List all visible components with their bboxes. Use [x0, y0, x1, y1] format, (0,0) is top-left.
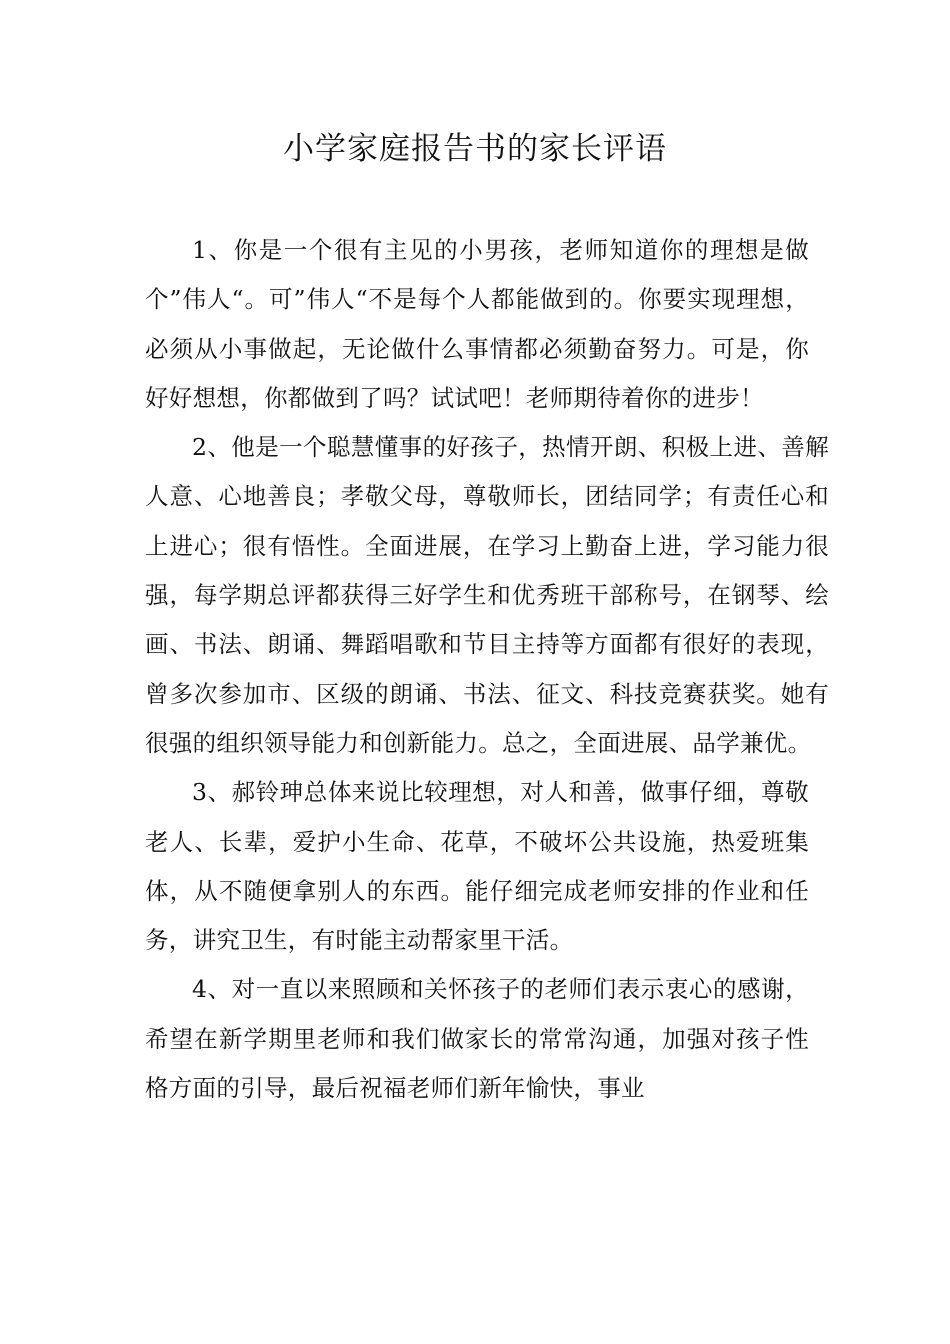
paragraph-3: 3、郝铃珅总体来说比较理想，对人和善，做事仔细，尊敬老人、长辈，爱护小生命、花草，不破坏公共设施，热爱班集体，从不随便拿别人的东西。能仔细完成老师安排的作业和任务，讲究卫生，有时能主动帮家里干活。 [145, 778, 809, 955]
paragraph-1: 1、你是一个很有主见的小男孩，老师知道你的理想是做个”伟人“。可”伟人“不是每个人都能做到的。你要实现理想，必须从小事做起，无论做什么事情都必须勤奋努力。可是，你好好想想，你都做到了吗？试试吧！老师期待着你的进步！ [145, 236, 809, 412]
paragraph-2: 2、他是一个聪慧懂事的好孩子，热情开朗、积极上进、善解人意、心地善良；孝敬父母，尊敬师长，团结同学；有责任心和上进心；很有悟性。全面进展，在学习上勤奋上进，学习能力很强，每学期总评都获得三好学生和优秀班干部称号，在钢琴、绘画、书法、朗诵、舞蹈唱歌和节目主持等方面都有很好的表现，曾多次参加市、区级的朗诵、书法、征文、科技竞赛获奖。她有很强的组织领导能力和创新能力。总之，全面进展、品学兼优。 [145, 433, 829, 757]
document-body [145, 226, 829, 1113]
paragraph-4: 4、对一直以来照顾和关怀孩子的老师们表示衷心的感谢，希望在新学期里老师和我们做家长的常常沟通，加强对孩子性格方面的引导，最后祝福老师们新年愉快，事业 [145, 975, 809, 1103]
document-title: 小学家庭报告书的家长评语 [283, 131, 667, 167]
